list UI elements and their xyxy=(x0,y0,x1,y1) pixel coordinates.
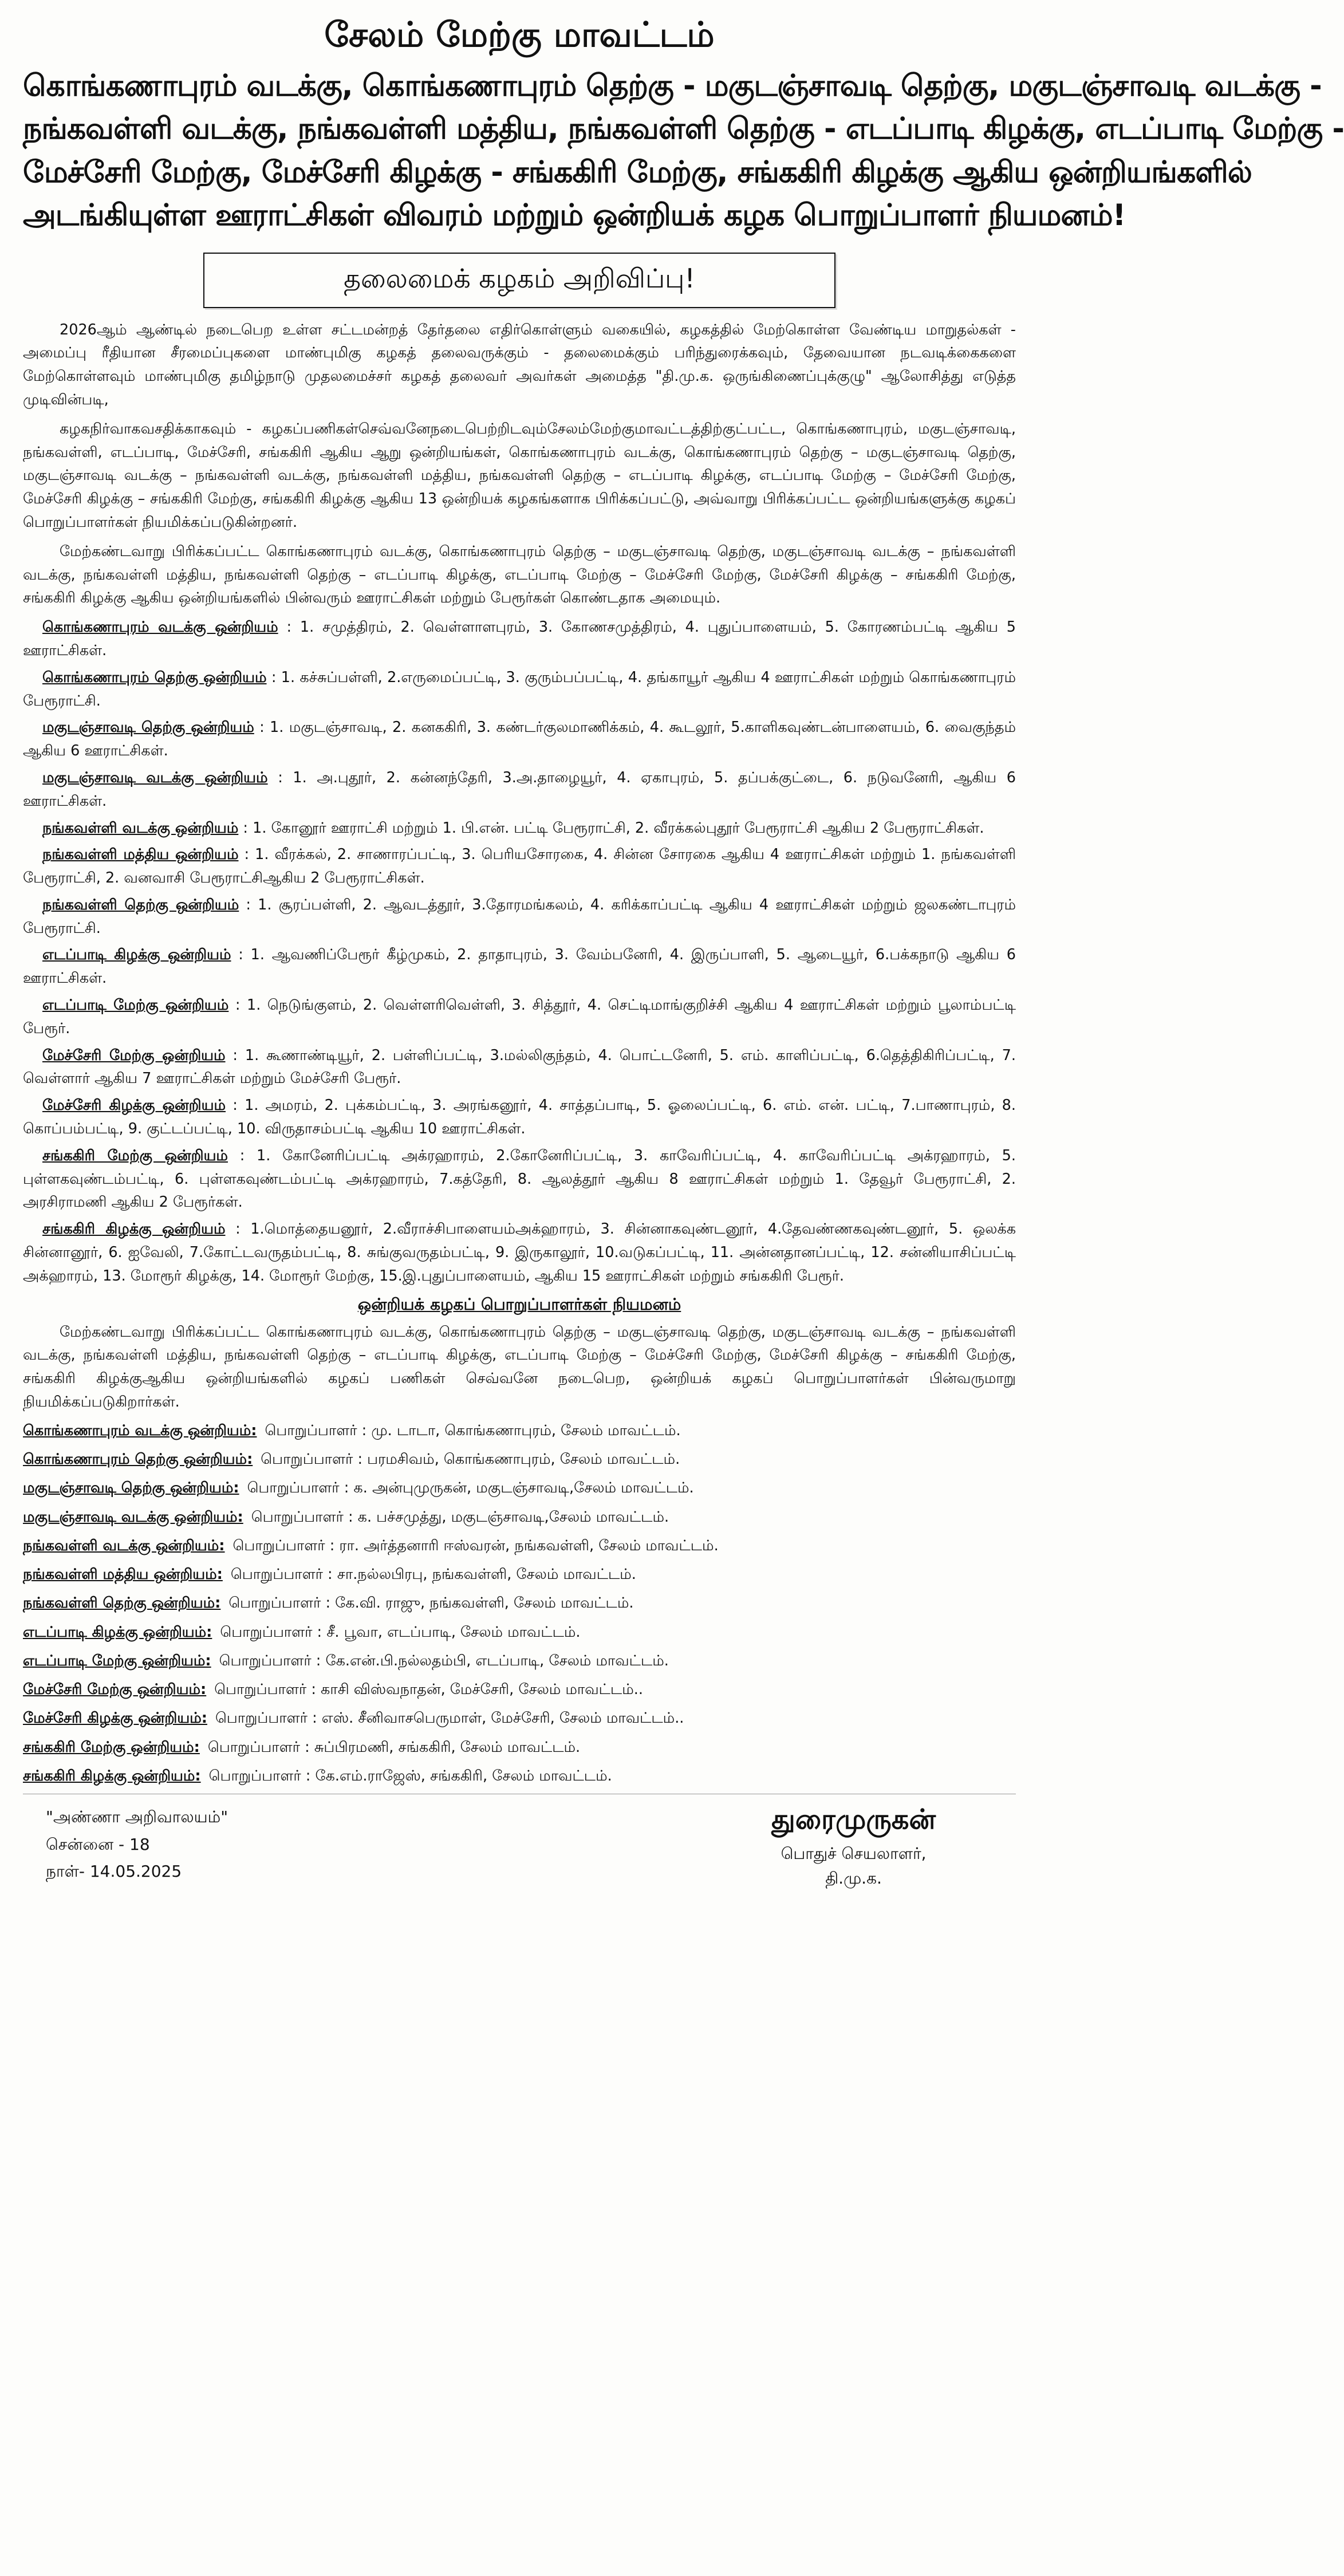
appointment-union: எடப்பாடி கிழக்கு ஒன்றியம்: xyxy=(23,1623,212,1641)
union-name: எடப்பாடி மேற்கு ஒன்றியம் xyxy=(42,996,229,1014)
union-entry xyxy=(23,843,1016,890)
appointment-person: பொறுப்பாளர் : கே.வி. ராஜு, நங்கவள்ளி, சேலம் மாவட்டம். xyxy=(228,1594,634,1612)
appointment-union: கொங்கணாபுரம் வடக்கு ஒன்றியம்: xyxy=(23,1421,257,1439)
appointment-row xyxy=(23,1592,1016,1614)
union-entry xyxy=(23,716,1016,763)
union-name: சங்ககிரி கிழக்கு ஒன்றியம் xyxy=(42,1220,226,1238)
appointment-person: பொறுப்பாளர் : சா.நல்லபிரபு, நங்கவள்ளி, சேலம் மாவட்டம். xyxy=(230,1566,636,1584)
union-name: கொங்கணாபுரம் வடக்கு ஒன்றியம் xyxy=(42,619,278,636)
appointment-list xyxy=(23,1420,1016,1787)
headline-line: அடங்கியுள்ள ஊராட்சிகள் விவரம் மற்றும் ஒன்றியக் கழக பொறுப்பாளர் நியமனம்! xyxy=(23,198,1126,233)
appointment-person: பொறுப்பாளர் : கே.என்.பி.நல்லதம்பி, எடப்பாடி, சேலம் மாவட்டம். xyxy=(219,1652,669,1669)
union-name: நங்கவள்ளி வடக்கு ஒன்றியம் xyxy=(42,819,239,837)
appointment-person: பொறுப்பாளர் : சீ. பூவா, எடப்பாடி, சேலம் மாவட்டம். xyxy=(220,1623,581,1641)
footer-address xyxy=(23,1803,228,1885)
appointment-row xyxy=(23,1506,1016,1528)
appointment-row xyxy=(23,1621,1016,1643)
appointment-row xyxy=(23,1563,1016,1585)
union-name: எடப்பாடி கிழக்கு ஒன்றியம் xyxy=(42,946,231,964)
appointment-union: சங்ககிரி கிழக்கு ஒன்றியம்: xyxy=(23,1767,201,1785)
union-list xyxy=(23,616,1016,1288)
union-details: : 1. நெடுங்குளம், 2. வெள்ளரிவெள்ளி, 3. சித்தூர், 4. செட்டிமாங்குறிச்சி ஆகிய 4 ஊராட்சிகள் மற்றும் பூலாம்பட்டி பேரூர். xyxy=(23,996,1016,1037)
appointment-person: பொறுப்பாளர் : சுப்பிரமணி, சங்ககிரி, சேலம் மாவட்டம். xyxy=(207,1738,581,1756)
union-name: நங்கவள்ளி தெற்கு ஒன்றியம் xyxy=(42,896,239,913)
headline xyxy=(23,65,1344,238)
headline-line: கொங்கணாபுரம் வடக்கு, கொங்கணாபுரம் தெற்கு - மகுடஞ்சாவடி தெற்கு, மகுடஞ்சாவடி வடக்கு - xyxy=(23,69,1322,103)
union-entry xyxy=(23,766,1016,813)
union-details: : 1. சமுத்திரம், 2. வெள்ளாளபுரம், 3. கோணசமுத்திரம், 4. புதுப்பாளையம், 5. கோரணம்பட்டி ஆகிய 5 ஊராட்சிகள். xyxy=(23,619,1016,659)
union-details: : 1. சூரப்பள்ளி, 2. ஆவடத்தூர், 3.தோரமங்கலம், 4. கரிக்காப்பட்டி ஆகிய 4 ஊராட்சிகள் மற்றும் ஜலகண்டாபுரம் பேரூராட்சி. xyxy=(23,896,1016,937)
division-paragraph: கழகநிர்வாகவசதிக்காகவும் - கழகப்பணிகள்செவ்வனேநடைபெற்றிடவும்சேலம்மேற்குமாவட்டத்திற்குட்பட்ட, கொங்கணாபுரம், மகுடஞ்சாவடி, நங்கவள்ளி, எடப்பாடி, மேச்சேரி, சங்ககிரி ஆகிய ஆறு ஒன்றியங்கள், கொங்கணாபுரம் வடக்கு, கொங்கணாபுரம் தெற்கு – மகுடஞ்சாவடி தெற்கு, மகுடஞ்சாவடி வடக்கு – நங்கவள்ளி வடக்கு, நங்கவள்ளி மத்திய, நங்கவள்ளி தெற்கு – எடப்பாடி கிழக்கு, எடப்பாடி மேற்கு – மேச்சேரி மேற்கு, மேச்சேரி கிழக்கு – சங்ககிரி மேற்கு, சங்ககிரி கிழக்கு ஆகிய 13 ஒன்றியக் கழகங்களாக பிரிக்கப்பட்டு, அவ்வாறு பிரிக்கப்பட்ட ஒன்றியங்களுக்கு கழகப் பொறுப்பாளர்கள் நியமிக்கப்படுகின்றனர். xyxy=(23,420,1016,531)
footer-date: நாள்- 14.05.2025 xyxy=(46,1862,182,1881)
appointment-union: எடப்பாடி மேற்கு ஒன்றியம்: xyxy=(23,1652,211,1669)
footer-city: சென்னை - 18 xyxy=(46,1834,150,1854)
union-details: : 1. மகுடஞ்சாவடி, 2. கனககிரி, 3. கண்டர்குலமாணிக்கம், 4. கூடலூர், 5.காளிகவுண்டன்பாளையம், 6. வைகுந்தம் ஆகிய 6 ஊராட்சிகள். xyxy=(23,719,1016,760)
intro-paragraph: 2026ஆம் ஆண்டில் நடைபெற உள்ள சட்டமன்றத் தேர்தலை எதிர்கொள்ளும் வகையில், கழகத்தில் மேற்கொள்ள வேண்டிய மாறுதல்கள் - அமைப்பு ரீதியான சீரமைப்புகளை மாண்புமிகு கழகத் தலைவருக்கும் - தலைமைக்கும் பரிந்துரைக்கவும், தேவையான நடவடிக்கைகளை மேற்கொள்ளவும் மாண்புமிகு தமிழ்நாடு முதலமைச்சர் கழகத் தலைவர் அவர்கள் அமைத்த "தி.மு.க. ஒருங்கிணைப்புக்குழு" ஆலோசித்து எடுத்த முடிவின்படி, xyxy=(23,321,1016,408)
headline-line: மேச்சேரி மேற்கு, மேச்சேரி கிழக்கு - சங்ககிரி மேற்கு, சங்ககிரி கிழக்கு ஆகிய ஒன்றியங்களில் xyxy=(23,155,1252,190)
union-name: மேச்சேரி கிழக்கு ஒன்றியம் xyxy=(42,1097,226,1114)
union-entry xyxy=(23,1218,1016,1287)
union-entry xyxy=(23,1044,1016,1091)
union-entry xyxy=(23,994,1016,1041)
union-entry xyxy=(23,1144,1016,1214)
footer xyxy=(23,1803,1016,1890)
union-name: மேச்சேரி மேற்கு ஒன்றியம் xyxy=(42,1046,226,1064)
appointment-row xyxy=(23,1679,1016,1700)
appointment-union: மேச்சேரி மேற்கு ஒன்றியம்: xyxy=(23,1681,207,1699)
union-details: : 1. கோனேரிப்பட்டி அக்ரஹாரம், 2.கோனேரிப்பட்டி, 3. காவேரிப்பட்டி, 4. காவேரிப்பட்டி அக்ரஹாரம், 5. புள்ளகவுண்டம்பட்டி, 6. புள்ளகவுண்டம்பட்டி அக்ரஹாரம், 7.கத்தேரி, 8. ஆலத்தூர் ஆகிய 8 ஊராட்சிகள் மற்றும் 1. தேவூர் பேரூராட்சி, 2. அரசிராமணி ஆகிய 2 பேரூர்கள். xyxy=(23,1147,1016,1211)
appointment-person: பொறுப்பாளர் : காசி விஸ்வநாதன், மேச்சேரி, சேலம் மாவட்டம்.. xyxy=(214,1681,643,1699)
appointment-person: பொறுப்பாளர் : கே.எம்.ராஜேஸ், சங்ககிரி, சேலம் மாவட்டம். xyxy=(208,1767,612,1785)
appointment-heading: ஒன்றியக் கழகப் பொறுப்பாளர்கள் நியமனம் xyxy=(357,1294,681,1314)
appointment-person: பொறுப்பாளர் : ரா. அர்த்தனாரி ஈஸ்வரன், நங்கவள்ளி, சேலம் மாவட்டம். xyxy=(232,1537,719,1554)
appointment-row xyxy=(23,1650,1016,1672)
union-name: நங்கவள்ளி மத்திய ஒன்றியம் xyxy=(42,846,239,864)
appointment-row xyxy=(23,1765,1016,1787)
appointment-union: கொங்கணாபுரம் தெற்கு ஒன்றியம்: xyxy=(23,1451,253,1468)
union-name: கொங்கணாபுரம் தெற்கு ஒன்றியம் xyxy=(42,668,267,686)
composition-paragraph: மேற்கண்டவாறு பிரிக்கப்பட்ட கொங்கணாபுரம் வடக்கு, கொங்கணாபுரம் தெற்கு – மகுடஞ்சாவடி தெற்கு, மகுடஞ்சாவடி வடக்கு – நங்கவள்ளி வடக்கு, நங்கவள்ளி மத்திய, நங்கவள்ளி தெற்கு – எடப்பாடி கிழக்கு, எடப்பாடி மேற்கு – மேச்சேரி மேற்கு, மேச்சேரி கிழக்கு – சங்ககிரி மேற்கு, சங்ககிரி கிழக்கு ஆகிய ஒன்றியங்களில் பின்வரும் ஊராட்சிகள் மற்றும் பேரூர்கள் கொண்டதாக அமையும். xyxy=(23,542,1016,607)
appointment-paragraph: மேற்கண்டவாறு பிரிக்கப்பட்ட கொங்கணாபுரம் வடக்கு, கொங்கணாபுரம் தெற்கு – மகுடஞ்சாவடி தெற்கு, மகுடஞ்சாவடி வடக்கு – நங்கவள்ளி வடக்கு, நங்கவள்ளி மத்திய, நங்கவள்ளி தெற்கு – எடப்பாடி கிழக்கு, எடப்பாடி மேற்கு – மேச்சேரி மேற்கு, மேச்சேரி கிழக்கு – சங்ககிரி மேற்கு, சங்ககிரி கிழக்குஆகிய ஒன்றியங்களில் கழகப் பணிகள் செவ்வனே நடைபெற, ஒன்றியக் கழகப் பொறுப்பாளர்கள் பின்வருமாறு நியமிக்கப்படுகிறார்கள். xyxy=(23,1323,1016,1411)
appointment-row xyxy=(23,1477,1016,1499)
union-details: : 1.மொத்தையனூர், 2.வீராச்சிபாளையம்அக்ஹாரம், 3. சின்னாகவுண்டனூர், 4.தேவண்ணகவுண்டனூர், 5. ஒலக்க சின்னானூர், 6. ஐவேலி, 7.கோட்டவருதம்பட்டி, 8. சுங்குவருதம்பட்டி, 9. இருகாலூர், 10.வடுகப்பட்டி, 11. அன்னதானப்பட்டி, 12. சன்னியாசிப்பட்டி அக்ஹாரம், 13. மோரூர் கிழக்கு, 14. மோரூர் மேற்கு, 15.இ.புதுப்பாளையம், ஆகிய 15 ஊராட்சிகள் மற்றும் சங்ககிரி பேரூர். xyxy=(23,1220,1016,1285)
union-name: சங்ககிரி மேற்கு ஒன்றியம் xyxy=(42,1147,228,1164)
union-name: மகுடஞ்சாவடி வடக்கு ஒன்றியம் xyxy=(42,769,268,786)
union-entry xyxy=(23,666,1016,713)
appointment-row xyxy=(23,1420,1016,1441)
union-details: : 1. ஆவணிப்பேரூர் கீழ்முகம், 2. தாதாபுரம், 3. வேம்பனேரி, 4. இருப்பாளி, 5. ஆடையூர், 6.பக்கநாடு ஆகிய 6 ஊராட்சிகள். xyxy=(23,946,1016,987)
union-details: : 1. கோனூர் ஊராட்சி மற்றும் 1. பி.என். பட்டி பேரூராட்சி, 2. வீரக்கல்புதூர் பேரூராட்சி ஆகிய 2 பேரூராட்சிகள். xyxy=(243,819,984,837)
appointment-person: பொறுப்பாளர் : மு. டாடா, கொங்கணாபுரம், சேலம் மாவட்டம். xyxy=(265,1421,681,1439)
appointment-union: சங்ககிரி மேற்கு ஒன்றியம்: xyxy=(23,1738,200,1756)
union-name: மகுடஞ்சாவடி தெற்கு ஒன்றியம் xyxy=(42,719,254,736)
union-entry xyxy=(23,893,1016,940)
appointment-union: மேச்சேரி கிழக்கு ஒன்றியம்: xyxy=(23,1710,207,1727)
union-details: : 1. அ.புதூர், 2. கன்னந்தேரி, 3.அ.தாழையூர், 4. ஏகாபுரம், 5. தப்பக்குட்டை, 6. நடுவனேரி, ஆகிய 6 ஊராட்சிகள். xyxy=(23,769,1016,810)
appointment-union: மகுடஞ்சாவடி தெற்கு ஒன்றியம்: xyxy=(23,1479,239,1497)
notice-label: தலைமைக் கழகம் அறிவிப்பு! xyxy=(203,253,835,308)
signature-block xyxy=(771,1803,1016,1890)
appointment-person: பொறுப்பாளர் : எஸ். சீனிவாசபெருமாள், மேச்சேரி, சேலம் மாவட்டம்.. xyxy=(215,1710,684,1727)
appointment-person: பொறுப்பாளர் : க. பச்சமுத்து, மகுடஞ்சாவடி,சேலம் மாவட்டம். xyxy=(251,1508,669,1526)
page-title: சேலம் மேற்கு மாவட்டம் xyxy=(324,15,715,55)
union-details: : 1. கச்சுப்பள்ளி, 2.எருமைப்பட்டி, 3. குரும்பப்பட்டி, 4. தங்காயூர் ஆகிய 4 ஊராட்சிகள் மற்றும் கொங்கணாபுரம் பேரூராட்சி. xyxy=(23,668,1016,710)
appointment-person: பொறுப்பாளர் : க. அன்புமுருகன், மகுடஞ்சாவடி,சேலம் மாவட்டம். xyxy=(247,1479,694,1497)
appointment-row xyxy=(23,1707,1016,1729)
signatory-party: தி.மு.க. xyxy=(825,1869,882,1888)
headline-line: நங்கவள்ளி வடக்கு, நங்கவள்ளி மத்திய, நங்கவள்ளி தெற்கு - எடப்பாடி கிழக்கு, எடப்பாடி மேற்கு - xyxy=(23,112,1344,147)
appointment-union: மகுடஞ்சாவடி வடக்கு ஒன்றியம்: xyxy=(23,1508,243,1526)
union-entry xyxy=(23,616,1016,663)
union-details: : 1. அமரம், 2. புக்கம்பட்டி, 3. அரங்கனூர், 4. சாத்தப்பாடி, 5. ஓலைப்பட்டி, 6. எம். என். பட்டி, 7.பாணாபுரம், 8. கொப்பம்பட்டி, 9. குட்டப்பட்டி, 10. விருதாசம்பட்டி ஆகிய 10 ஊராட்சிகள். xyxy=(23,1097,1016,1138)
signatory-designation: பொதுச் செயலாளர், xyxy=(781,1844,927,1863)
union-entry xyxy=(23,943,1016,990)
appointment-person: பொறுப்பாளர் : பரமசிவம், கொங்கணாபுரம், சேலம் மாவட்டம். xyxy=(261,1451,680,1468)
signatory-name: துரைமுருகன் xyxy=(771,1803,936,1836)
union-details: : 1. வீரக்கல், 2. சாணாரப்பட்டி, 3. பெரியசோரகை, 4. சின்ன சோரகை ஆகிய 4 ஊராட்சிகள் மற்றும் 1. நங்கவள்ளி பேரூராட்சி, 2. வனவாசி பேரூராட்சிஆகிய 2 பேரூராட்சிகள். xyxy=(23,846,1016,887)
appointment-union: நங்கவள்ளி தெற்கு ஒன்றியம்: xyxy=(23,1594,221,1612)
union-entry xyxy=(23,1094,1016,1141)
union-entry xyxy=(23,817,1016,840)
appointment-union: நங்கவள்ளி மத்திய ஒன்றியம்: xyxy=(23,1566,223,1584)
footer-place: "அண்ணா அறிவாலயம்" xyxy=(46,1807,228,1827)
union-details: : 1. கூணாண்டியூர், 2. பள்ளிப்பட்டி, 3.மல்லிகுந்தம், 4. பொட்டனேரி, 5. எம். காளிப்பட்டி, 6.தெத்திகிரிப்பட்டி, 7. வெள்ளார் ஆகிய 7 ஊராட்சிகள் மற்றும் மேச்சேரி பேரூர். xyxy=(23,1046,1016,1088)
appointment-union: நங்கவள்ளி வடக்கு ஒன்றியம்: xyxy=(23,1537,225,1554)
appointment-row xyxy=(23,1736,1016,1758)
appointment-row xyxy=(23,1535,1016,1557)
appointment-row xyxy=(23,1448,1016,1470)
